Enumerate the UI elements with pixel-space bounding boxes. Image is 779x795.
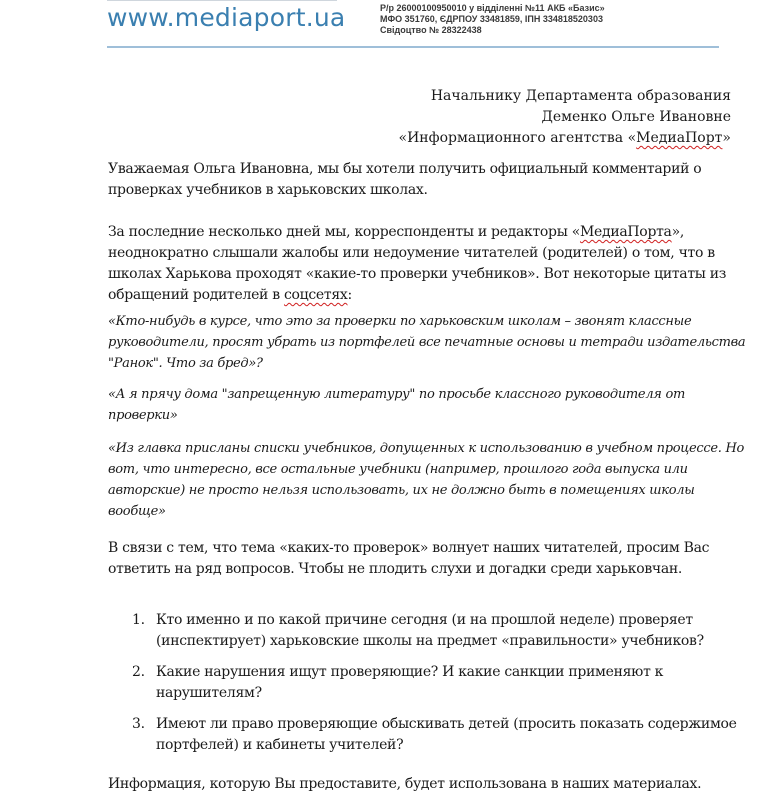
question-text: Имеют ли право проверяющие обыскивать детей (просить показать содержимое портфелей) и кабинеты учителей? [156,716,737,753]
quote-1 [108,311,748,374]
question-item [108,714,748,756]
quote-text: «Из главка присланы списки учебников, допущенных к использованию в учебном процессе. Но вот, что интересно, все остальные учебники (например, прошлого года выпуска или авторские) не просто нельзя использовать, их не должно быть в помещениях школы вообще» [108,441,745,519]
closing-text: Информация, которую Вы предоставите, будет использована в наших материалах. [108,776,702,792]
question-text: Какие нарушения ищут проверяющие? И какие санкции применяют к нарушителям? [156,664,664,701]
questions-list [108,610,748,766]
request-text: В связи с тем, что тема «каких-то проверок» волнует наших читателей, просим Вас ответить на ряд вопросов. Чтобы не плодить слухи и догадки среди харьковчан. [108,540,710,577]
bank-line: МФО 351760, ЄДРПОУ 33481859, ІПН 334818520303 [380,14,603,24]
bank-line: Р/р 26000100950010 у відділенні №11 АКБ «Базис» [380,3,605,13]
website-logo: www.mediaport.ua [107,3,346,32]
bank-details [380,3,605,36]
question-number: 1. [132,612,145,628]
org-prefix: «Информационного агентства « [398,130,637,146]
question-item [108,662,748,704]
context-part: : [347,287,352,303]
quote-text: «Кто-нибудь в курсе, что это за проверки по харьковским школам – звонят классные руководители, просят убрать из портфелей все печатные основы и тетради издательства "Ранок". Что за бред»? [108,314,746,371]
context-part: », неоднократно слышали жалобы или недоумение читателей (родителей) о том, что в школах Харькова проходят «какие-то проверки учебников». Вот некоторые цитаты из обращений родителей в [108,224,727,303]
context-part: За последние несколько дней мы, корреспонденты и редакторы « [108,224,580,240]
quote-3 [108,438,748,522]
mediaport-name: МедиаПорта [579,224,672,240]
addressee-org [399,128,731,149]
intro-text: Уважаемая Ольга Ивановна, мы бы хотели получить официальный комментарий о проверках учебников в харьковских школах. [108,161,702,198]
org-name: МедиаПорт [636,130,723,146]
context-paragraph [108,222,748,306]
header-divider [107,46,719,48]
addressee-block [399,86,731,149]
closing-paragraph [108,774,748,795]
header-top-rule [107,0,337,1]
question-number: 2. [132,664,145,680]
question-item [108,610,748,652]
intro-paragraph [108,159,748,201]
quote-2 [108,384,748,426]
request-paragraph [108,538,748,580]
question-number: 3. [132,716,145,732]
addressee-title: Начальнику Департамента образования [430,88,731,104]
socials-word: соцсетях [283,287,348,303]
context-text [108,222,748,306]
quote-text: «А я прячу дома "запрещенную литературу" по просьбе классного руководителя от проверки» [108,387,685,423]
bank-line: Свідоцтво № 28322438 [380,25,482,35]
org-suffix: » [722,130,731,146]
addressee-name: Деменко Ольге Ивановне [541,109,731,125]
question-text: Кто именно и по какой причине сегодня (и на прошлой неделе) проверяет (инспектирует) харьковские школы на предмет «правильности» учебников? [156,612,704,649]
